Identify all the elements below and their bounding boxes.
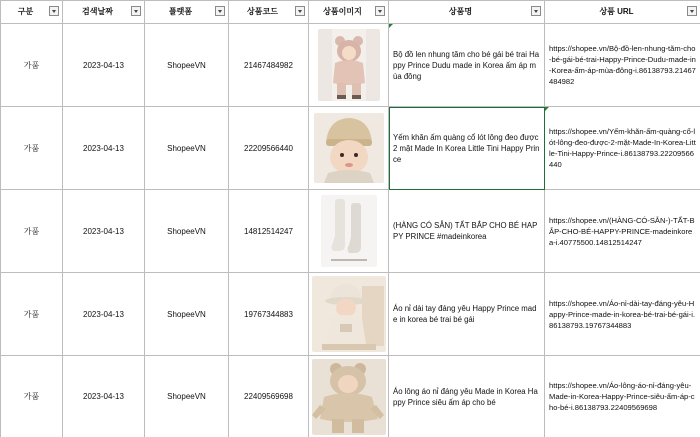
filter-dropdown-icon[interactable] — [375, 6, 385, 16]
cell-date[interactable]: 2023-04-13 — [63, 190, 145, 273]
column-header-label: 플랫폼 — [168, 7, 193, 16]
cell-product-name[interactable]: Áo lông áo nỉ đáng yêu Made in Korea Happy Prince siêu ấm áp cho bé — [389, 356, 545, 437]
cell-image[interactable] — [309, 356, 389, 437]
cell-category[interactable]: 가품 — [1, 190, 63, 273]
filter-dropdown-icon[interactable] — [215, 6, 225, 16]
column-header-label: 구분 — [17, 7, 34, 16]
column-header-url — [545, 1, 700, 24]
cell-code[interactable]: 19767344883 — [229, 273, 309, 356]
filter-dropdown-icon[interactable] — [131, 6, 141, 16]
cell-code[interactable]: 21467484982 — [229, 24, 309, 107]
column-header-name — [389, 1, 545, 24]
cell-date[interactable]: 2023-04-13 — [63, 356, 145, 437]
cell-platform[interactable]: ShopeeVN — [145, 273, 229, 356]
cell-product-name[interactable]: Bộ đồ len nhung tăm cho bé gái bé trai Happy Prince Dudu made in Korea ấm áp mùa đông — [389, 24, 545, 107]
cell-image[interactable] — [309, 273, 389, 356]
table-row — [1, 107, 700, 190]
cell-product-url[interactable]: https://shopee.vn/Yếm-khăn-ấm-quàng-cổ-lót-lông-đeo-được-2-mặt-Made-In-Korea-Little-Tini-Happy-Prince-i.86138793.22209566440 — [545, 107, 700, 190]
column-header-label: 검색날짜 — [82, 7, 113, 16]
table-row — [1, 356, 700, 437]
table-row — [1, 273, 700, 356]
column-header-platform — [145, 1, 229, 24]
cell-code[interactable]: 22209566440 — [229, 107, 309, 190]
cell-product-name-selected[interactable]: Yếm khăn ấm quàng cổ lót lông đeo được 2 mặt Made In Korea Little Tini Happy Prince — [389, 107, 545, 190]
filter-dropdown-icon[interactable] — [295, 6, 305, 16]
table-row — [1, 190, 700, 273]
column-header-label: 상품이미지 — [323, 7, 362, 16]
column-header-category — [1, 1, 63, 24]
cell-date[interactable]: 2023-04-13 — [63, 107, 145, 190]
column-header-label: 상품명 — [448, 7, 473, 16]
cell-category[interactable]: 가품 — [1, 24, 63, 107]
cell-date[interactable]: 2023-04-13 — [63, 273, 145, 356]
cell-product-name[interactable]: (HÀNG CÓ SẴN) TẤT BẮP CHO BÉ HAPPY PRINCE #madeinkorea — [389, 190, 545, 273]
baby-knit-hat-photo — [314, 113, 384, 183]
filter-dropdown-icon[interactable] — [531, 6, 541, 16]
cell-product-url[interactable]: https://shopee.vn/Bộ-đồ-len-nhung-tăm-cho-bé-gái-bé-trai-Happy-Prince-Dudu-made-in-Korea-ấm-áp-mùa-đông-i.86138793.21467484982 — [545, 24, 700, 107]
cell-product-name[interactable]: Áo nỉ dài tay đáng yêu Happy Prince made in korea bé trai bé gái — [389, 273, 545, 356]
cell-product-url[interactable]: https://shopee.vn/Áo-lông-áo-nỉ-đáng-yêu-Made-in-Korea-Happy-Prince-siêu-ấm-áp-cho-bé-i.86138793.22409569698 — [545, 356, 700, 437]
baby-socks-photo — [321, 195, 377, 267]
cell-category[interactable]: 가품 — [1, 107, 63, 190]
cell-date[interactable]: 2023-04-13 — [63, 24, 145, 107]
cell-category[interactable]: 가품 — [1, 356, 63, 437]
cell-platform[interactable]: ShopeeVN — [145, 24, 229, 107]
filter-dropdown-icon[interactable] — [49, 6, 59, 16]
filter-dropdown-icon[interactable] — [687, 6, 697, 16]
column-header-date — [63, 1, 145, 24]
header-row — [1, 1, 700, 24]
cell-category[interactable]: 가품 — [1, 273, 63, 356]
table-row — [1, 24, 700, 107]
cell-platform[interactable]: ShopeeVN — [145, 190, 229, 273]
cell-code[interactable]: 22409569698 — [229, 356, 309, 437]
column-header-image — [309, 1, 389, 24]
column-header-code — [229, 1, 309, 24]
cell-code[interactable]: 14812514247 — [229, 190, 309, 273]
baby-bear-hood-knit-photo — [318, 29, 380, 101]
column-header-label: 상품코드 — [247, 7, 278, 16]
cell-image[interactable] — [309, 107, 389, 190]
cell-product-url[interactable]: https://shopee.vn/Áo-nỉ-dài-tay-đáng-yêu-Happy-Prince-made-in-korea-bé-trai-bé-gái-i.86138793.19767344883 — [545, 273, 700, 356]
cell-platform[interactable]: ShopeeVN — [145, 107, 229, 190]
cell-image[interactable] — [309, 24, 389, 107]
baby-fleece-bear-photo — [312, 359, 386, 435]
cell-image[interactable] — [309, 190, 389, 273]
column-header-label: 상품 URL — [599, 7, 634, 16]
baby-bucket-hat-photo — [312, 276, 386, 352]
cell-platform[interactable]: ShopeeVN — [145, 356, 229, 437]
cell-product-url[interactable]: https://shopee.vn/(HÀNG-CÓ-SẴN-)-TẤT-BẮP-CHO-BÉ-HAPPY-PRINCE-madeinkorea-i.40775500.14812514247 — [545, 190, 700, 273]
